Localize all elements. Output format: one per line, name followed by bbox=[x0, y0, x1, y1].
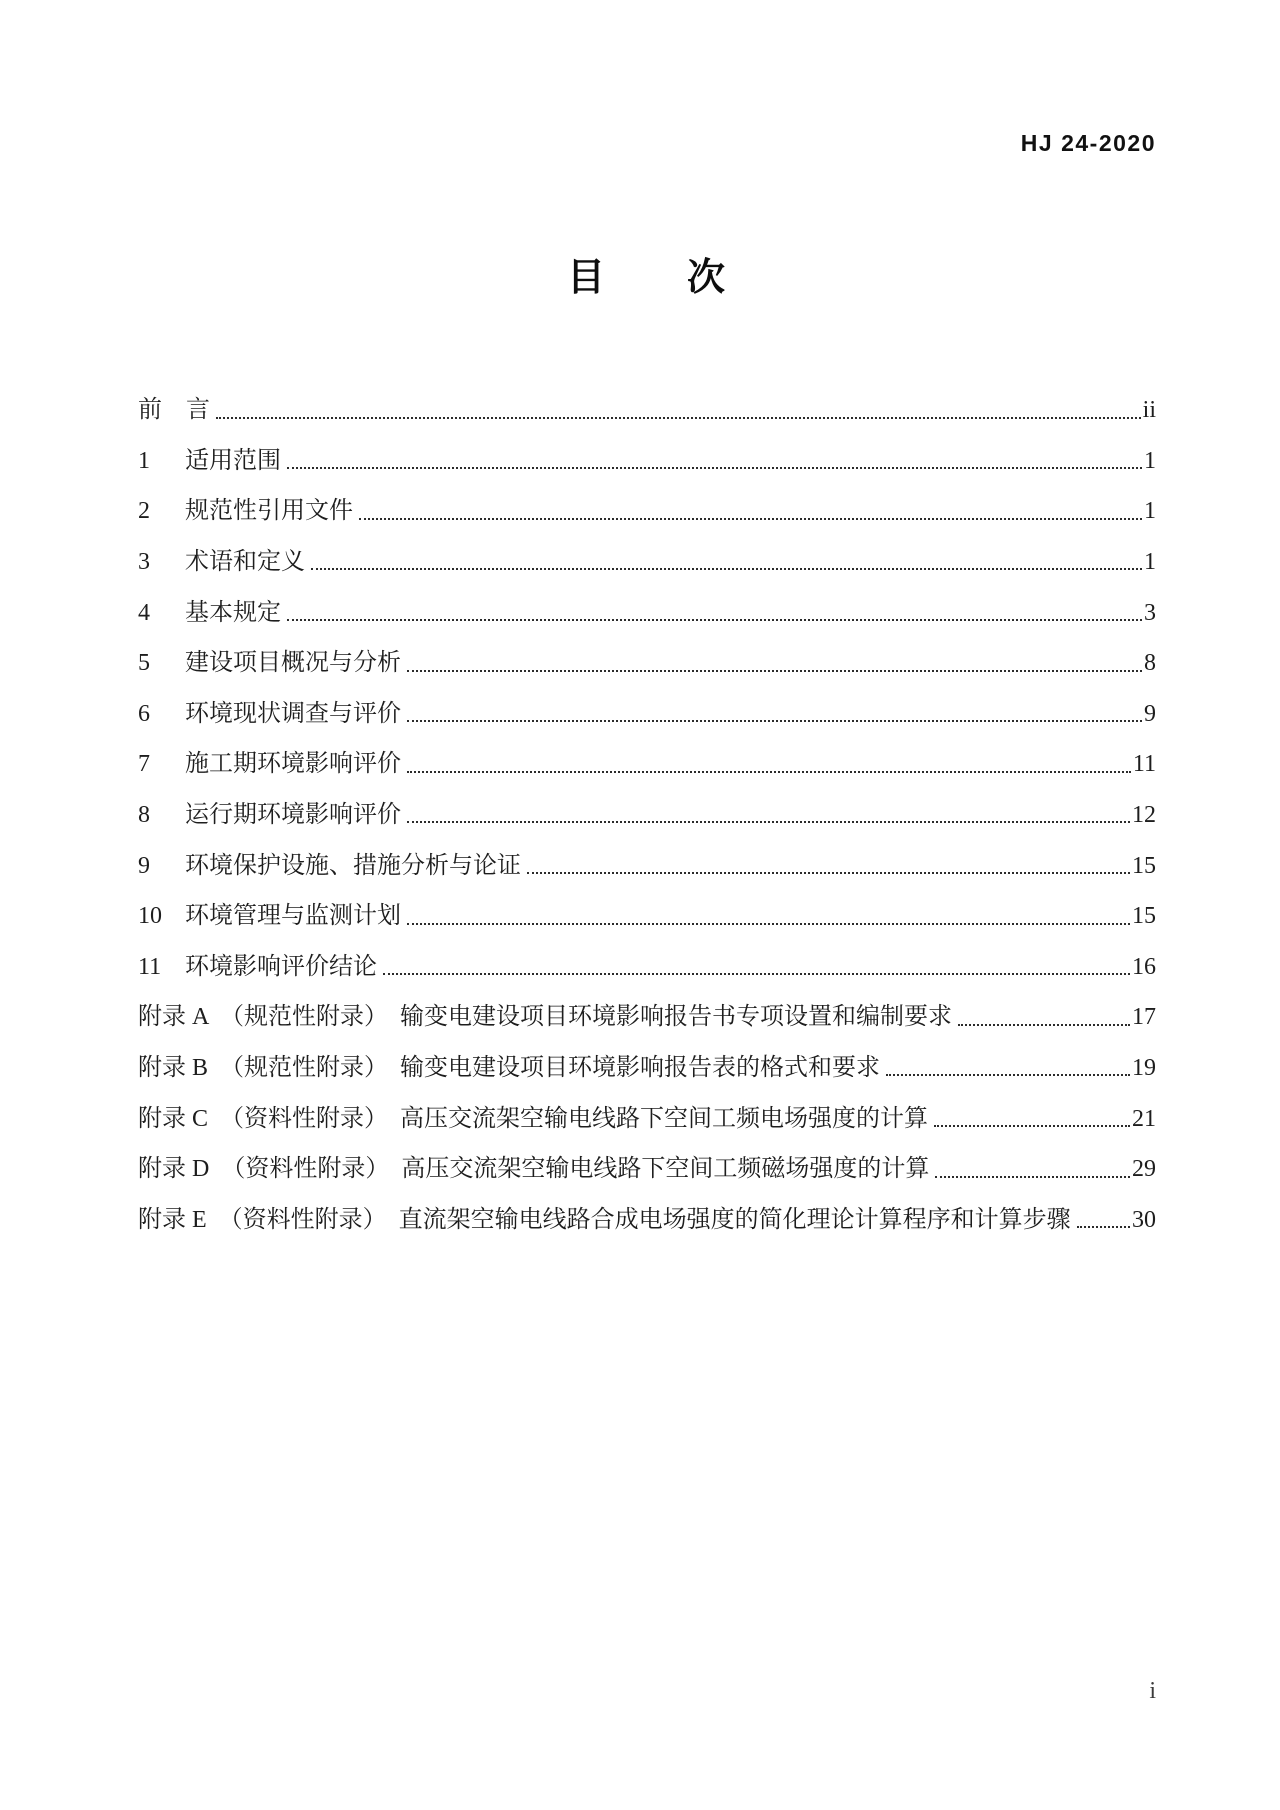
toc-entry-title: 附录 A （规范性附录） 输变电建设项目环境影响报告书专项设置和编制要求 bbox=[138, 1004, 953, 1031]
toc-dotted-leader bbox=[287, 619, 1142, 621]
toc-dotted-leader bbox=[934, 1125, 1130, 1127]
toc-entry bbox=[138, 534, 1156, 585]
toc-entry-page-number: 1 bbox=[1144, 447, 1156, 474]
toc-entry-number: 6 bbox=[138, 700, 150, 727]
toc-entry-title: 建设项目概况与分析 bbox=[185, 650, 401, 677]
toc-dotted-leader bbox=[1077, 1226, 1130, 1228]
page-footer bbox=[1149, 1678, 1156, 1705]
toc-dotted-leader bbox=[383, 973, 1130, 975]
toc-dotted-leader bbox=[935, 1176, 1130, 1178]
toc-entry-title: 施工期环境影响评价 bbox=[185, 751, 401, 778]
toc-entry-page-number: 1 bbox=[1144, 548, 1156, 575]
toc-entry bbox=[138, 736, 1156, 787]
toc-entry-number: 5 bbox=[138, 650, 150, 677]
toc-entry-number: 4 bbox=[138, 599, 150, 626]
toc-entry-page-number: 9 bbox=[1144, 700, 1156, 727]
toc-dotted-leader bbox=[407, 670, 1142, 672]
toc-entry-number: 9 bbox=[138, 852, 150, 879]
toc-entry bbox=[138, 837, 1156, 888]
toc-dotted-leader bbox=[527, 872, 1130, 874]
toc-entry bbox=[138, 483, 1156, 534]
toc-entry bbox=[138, 1192, 1156, 1243]
toc-entry-title: 基本规定 bbox=[185, 599, 281, 626]
toc-entry-title: 环境影响评价结论 bbox=[185, 953, 377, 980]
toc-entry-page-number: 15 bbox=[1132, 903, 1156, 930]
toc-entry-number: 2 bbox=[138, 498, 150, 525]
page-title: 目 次 bbox=[566, 257, 727, 299]
toc-entry bbox=[138, 1090, 1156, 1141]
toc-entry-page-number: 16 bbox=[1132, 953, 1156, 980]
toc-entry-page-number: 1 bbox=[1144, 498, 1156, 525]
toc-dotted-leader bbox=[407, 771, 1131, 773]
toc-entry-number: 7 bbox=[138, 751, 150, 778]
toc-entry-page-number: 3 bbox=[1144, 599, 1156, 626]
toc-dotted-leader bbox=[407, 821, 1130, 823]
toc-entry-number: 1 bbox=[138, 447, 150, 474]
toc-entry-title: 前 言 bbox=[138, 397, 210, 424]
toc-dotted-leader bbox=[886, 1074, 1130, 1076]
toc-dotted-leader bbox=[407, 923, 1130, 925]
toc-entry-title: 环境管理与监测计划 bbox=[185, 903, 401, 930]
toc-dotted-leader bbox=[958, 1024, 1130, 1026]
toc-entry-page-number: 30 bbox=[1132, 1206, 1156, 1233]
toc-entry bbox=[138, 888, 1156, 939]
toc-entry bbox=[138, 787, 1156, 838]
toc-entry-page-number: 11 bbox=[1132, 751, 1156, 778]
toc-dotted-leader bbox=[407, 720, 1142, 722]
toc-dotted-leader bbox=[311, 568, 1142, 570]
toc-entry-title: 运行期环境影响评价 bbox=[185, 801, 401, 828]
folio-page-number: i bbox=[1149, 1678, 1156, 1704]
toc-entry bbox=[138, 1040, 1156, 1091]
toc-entry bbox=[138, 382, 1156, 433]
toc-entry-page-number: 21 bbox=[1132, 1105, 1156, 1132]
toc-entry-title: 附录 C （资料性附录） 高压交流架空输电线路下空间工频电场强度的计算 bbox=[138, 1105, 929, 1132]
toc-entry-title: 规范性引用文件 bbox=[185, 498, 353, 525]
toc-entry-page-number: 15 bbox=[1132, 852, 1156, 879]
toc-entry-number: 10 bbox=[138, 903, 162, 930]
toc-entry-title: 附录 B （规范性附录） 输变电建设项目环境影响报告表的格式和要求 bbox=[138, 1054, 881, 1081]
toc-entry-number: 8 bbox=[138, 801, 150, 828]
toc-entry bbox=[138, 433, 1156, 484]
toc-entry-title: 附录 D （资料性附录） 高压交流架空输电线路下空间工频磁场强度的计算 bbox=[138, 1156, 930, 1183]
toc-entry-page-number: 29 bbox=[1132, 1156, 1156, 1183]
toc-entry bbox=[138, 584, 1156, 635]
toc-entry bbox=[138, 939, 1156, 990]
toc-entry-title: 术语和定义 bbox=[185, 548, 305, 575]
toc-entry-page-number: 8 bbox=[1144, 650, 1156, 677]
toc-entry-number: 11 bbox=[138, 953, 162, 980]
standard-number: HJ 24-2020 bbox=[1020, 130, 1156, 156]
toc-entry bbox=[138, 989, 1156, 1040]
toc-entry-title: 环境现状调查与评价 bbox=[185, 700, 401, 727]
toc-dotted-leader bbox=[287, 467, 1142, 469]
toc-entry-page-number: ii bbox=[1142, 397, 1156, 424]
toc-entry-page-number: 17 bbox=[1132, 1004, 1156, 1031]
toc-entry-page-number: 12 bbox=[1132, 801, 1156, 828]
toc-list bbox=[138, 382, 1156, 1242]
toc-entry bbox=[138, 1141, 1156, 1192]
toc-entry bbox=[138, 686, 1156, 737]
toc-entry bbox=[138, 635, 1156, 686]
toc-entry-number: 3 bbox=[138, 548, 150, 575]
toc-dotted-leader bbox=[359, 518, 1142, 520]
toc-entry-title: 环境保护设施、措施分析与论证 bbox=[185, 852, 521, 879]
toc-entry-page-number: 19 bbox=[1132, 1054, 1156, 1081]
toc-dotted-leader bbox=[216, 417, 1141, 419]
toc-entry-title: 附录 E （资料性附录） 直流架空输电线路合成电场强度的简化理论计算程序和计算步骤 bbox=[138, 1206, 1071, 1233]
running-header bbox=[1021, 130, 1156, 157]
toc-entry-title: 适用范围 bbox=[185, 447, 281, 474]
